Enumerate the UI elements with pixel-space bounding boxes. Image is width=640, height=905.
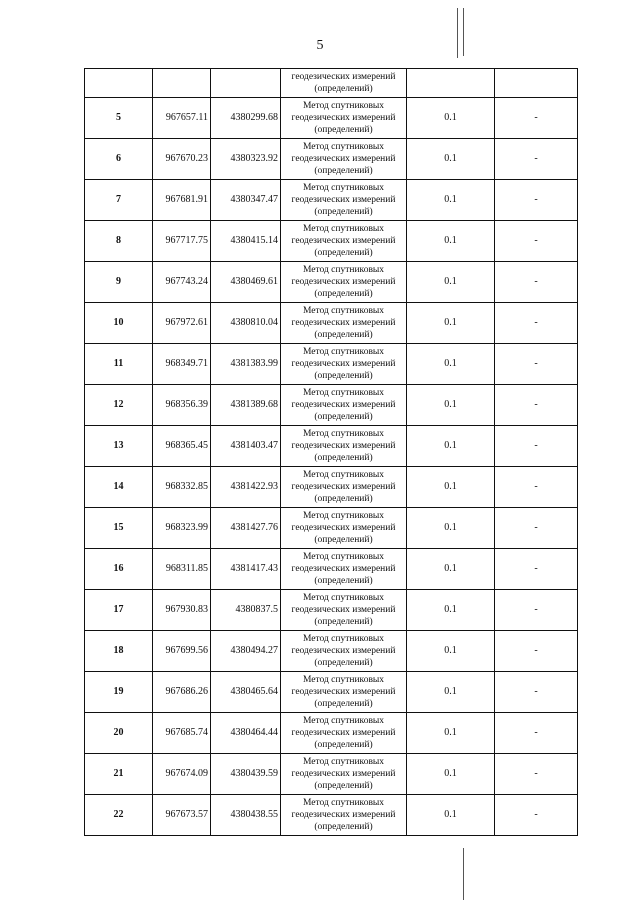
cell-method — [281, 713, 407, 754]
method-line: геодезических измерений — [291, 195, 396, 205]
cell-method — [281, 549, 407, 590]
method-line: Метод спутниковых — [302, 470, 385, 480]
method-line: (определений) — [314, 822, 373, 832]
method-line: Метод спутниковых — [302, 511, 385, 521]
table-row — [85, 180, 578, 221]
table-row — [85, 672, 578, 713]
cell-note: - — [495, 713, 578, 754]
cell-accuracy: 0.1 — [407, 426, 495, 467]
cell-number: 14 — [85, 467, 153, 508]
method-line: (определений) — [314, 494, 373, 504]
method-line: (определений) — [314, 412, 373, 422]
method-line: геодезических измерений — [291, 236, 396, 246]
cell-note: - — [495, 508, 578, 549]
method-line: (определений) — [314, 371, 373, 381]
cell-x: 967686.26 — [153, 672, 211, 713]
method-line: (определений) — [314, 248, 373, 258]
cell-accuracy: 0.1 — [407, 590, 495, 631]
cell-note: - — [495, 795, 578, 836]
cell-accuracy: 0.1 — [407, 754, 495, 795]
table-row — [85, 344, 578, 385]
method-line: (определений) — [314, 166, 373, 176]
method-line: геодезических измерений — [291, 523, 396, 533]
cell-note: - — [495, 385, 578, 426]
cell-number: 22 — [85, 795, 153, 836]
cell-y: 4380464.44 — [211, 713, 281, 754]
cell-y: 4380494.27 — [211, 631, 281, 672]
method-line: (определений) — [314, 84, 373, 94]
cell-note: - — [495, 467, 578, 508]
method-line: Метод спутниковых — [302, 388, 385, 398]
cell-x: 967681.91 — [153, 180, 211, 221]
cell-y: 4381403.47 — [211, 426, 281, 467]
method-line: геодезических измерений — [291, 482, 396, 492]
method-line: геодезических измерений — [291, 687, 396, 697]
cell-x: 968332.85 — [153, 467, 211, 508]
method-line: Метод спутниковых — [302, 142, 385, 152]
method-line: (определений) — [314, 781, 373, 791]
cell-accuracy: 0.1 — [407, 262, 495, 303]
cell-x: 967972.61 — [153, 303, 211, 344]
method-line: (определений) — [314, 330, 373, 340]
cell-number: 17 — [85, 590, 153, 631]
cell-x: 967670.23 — [153, 139, 211, 180]
cell-accuracy: 0.1 — [407, 508, 495, 549]
cell-y: 4381389.68 — [211, 385, 281, 426]
cell-note: - — [495, 98, 578, 139]
cell-method — [281, 467, 407, 508]
cell-note: - — [495, 754, 578, 795]
cell-y — [211, 69, 281, 98]
cell-accuracy: 0.1 — [407, 221, 495, 262]
cell-x: 967717.75 — [153, 221, 211, 262]
cell-x: 967930.83 — [153, 590, 211, 631]
scan-artifact-top-2 — [463, 8, 464, 56]
scan-artifact-bottom — [463, 848, 464, 900]
cell-number: 21 — [85, 754, 153, 795]
method-line: геодезических измерений — [291, 441, 396, 451]
cell-method — [281, 262, 407, 303]
cell-note: - — [495, 590, 578, 631]
cell-x: 968323.99 — [153, 508, 211, 549]
cell-accuracy: 0.1 — [407, 139, 495, 180]
method-line: Метод спутниковых — [302, 306, 385, 316]
cell-x: 967673.57 — [153, 795, 211, 836]
cell-y: 4381383.99 — [211, 344, 281, 385]
table-row — [85, 713, 578, 754]
cell-method — [281, 303, 407, 344]
method-line: Метод спутниковых — [302, 183, 385, 193]
method-line: Метод спутниковых — [302, 265, 385, 275]
cell-accuracy: 0.1 — [407, 344, 495, 385]
cell-number — [85, 69, 153, 98]
cell-accuracy — [407, 69, 495, 98]
cell-y: 4380323.92 — [211, 139, 281, 180]
cell-method — [281, 590, 407, 631]
cell-method — [281, 98, 407, 139]
cell-accuracy: 0.1 — [407, 467, 495, 508]
cell-note: - — [495, 344, 578, 385]
cell-accuracy: 0.1 — [407, 549, 495, 590]
cell-method — [281, 221, 407, 262]
method-line: геодезических измерений — [291, 318, 396, 328]
cell-accuracy: 0.1 — [407, 795, 495, 836]
method-line: геодезических измерений — [291, 277, 396, 287]
table-row — [85, 508, 578, 549]
cell-method — [281, 344, 407, 385]
method-line: Метод спутниковых — [302, 552, 385, 562]
cell-method — [281, 631, 407, 672]
cell-x: 967674.09 — [153, 754, 211, 795]
method-line: (определений) — [314, 617, 373, 627]
cell-number: 11 — [85, 344, 153, 385]
method-line: геодезических измерений — [291, 564, 396, 574]
cell-number: 6 — [85, 139, 153, 180]
method-line: (определений) — [314, 207, 373, 217]
table-row — [85, 139, 578, 180]
method-line: геодезических измерений — [291, 72, 396, 82]
table-row — [85, 467, 578, 508]
cell-accuracy: 0.1 — [407, 98, 495, 139]
cell-y: 4380810.04 — [211, 303, 281, 344]
cell-number: 20 — [85, 713, 153, 754]
method-line: (определений) — [314, 289, 373, 299]
method-line: геодезических измерений — [291, 605, 396, 615]
method-line: геодезических измерений — [291, 728, 396, 738]
method-line: Метод спутниковых — [302, 593, 385, 603]
cell-x — [153, 69, 211, 98]
method-line: Метод спутниковых — [302, 757, 385, 767]
cell-note: - — [495, 180, 578, 221]
cell-method — [281, 385, 407, 426]
table-row — [85, 549, 578, 590]
method-line: (определений) — [314, 535, 373, 545]
cell-y: 4380415.14 — [211, 221, 281, 262]
table-row — [85, 98, 578, 139]
cell-method — [281, 180, 407, 221]
cell-y: 4380465.64 — [211, 672, 281, 713]
cell-accuracy: 0.1 — [407, 180, 495, 221]
cell-number: 15 — [85, 508, 153, 549]
cell-y: 4380837.5 — [211, 590, 281, 631]
cell-method — [281, 795, 407, 836]
cell-y: 4380469.61 — [211, 262, 281, 303]
cell-note: - — [495, 221, 578, 262]
cell-y: 4381417.43 — [211, 549, 281, 590]
cell-y: 4380439.59 — [211, 754, 281, 795]
table-row — [85, 303, 578, 344]
method-line: геодезических измерений — [291, 400, 396, 410]
table-row — [85, 221, 578, 262]
method-line: (определений) — [314, 699, 373, 709]
method-line: Метод спутниковых — [302, 675, 385, 685]
cell-accuracy: 0.1 — [407, 303, 495, 344]
method-line: (определений) — [314, 658, 373, 668]
cell-method — [281, 426, 407, 467]
table-row — [85, 590, 578, 631]
method-line: Метод спутниковых — [302, 347, 385, 357]
cell-method — [281, 754, 407, 795]
cell-y: 4381422.93 — [211, 467, 281, 508]
cell-x: 967685.74 — [153, 713, 211, 754]
cell-note — [495, 69, 578, 98]
method-line: Метод спутниковых — [302, 224, 385, 234]
method-line: (определений) — [314, 740, 373, 750]
method-line: геодезических измерений — [291, 113, 396, 123]
cell-y: 4380299.68 — [211, 98, 281, 139]
cell-x: 967699.56 — [153, 631, 211, 672]
table-row — [85, 262, 578, 303]
cell-number: 16 — [85, 549, 153, 590]
cell-x: 968349.71 — [153, 344, 211, 385]
method-line: геодезических измерений — [291, 359, 396, 369]
cell-note: - — [495, 303, 578, 344]
cell-number: 10 — [85, 303, 153, 344]
method-line: геодезических измерений — [291, 769, 396, 779]
cell-accuracy: 0.1 — [407, 713, 495, 754]
cell-number: 18 — [85, 631, 153, 672]
cell-number: 7 — [85, 180, 153, 221]
method-line: (определений) — [314, 576, 373, 586]
method-line: Метод спутниковых — [302, 101, 385, 111]
table-row-continued — [85, 69, 578, 98]
method-line: Метод спутниковых — [302, 634, 385, 644]
table-row — [85, 631, 578, 672]
cell-number: 12 — [85, 385, 153, 426]
table-row — [85, 754, 578, 795]
cell-y: 4380347.47 — [211, 180, 281, 221]
method-line: Метод спутниковых — [302, 716, 385, 726]
cell-method — [281, 69, 407, 98]
table-row — [85, 385, 578, 426]
cell-number: 8 — [85, 221, 153, 262]
scan-artifact-top — [457, 8, 458, 58]
method-line: Метод спутниковых — [302, 798, 385, 808]
cell-x: 968356.39 — [153, 385, 211, 426]
table-row — [85, 426, 578, 467]
cell-x: 968365.45 — [153, 426, 211, 467]
cell-number: 19 — [85, 672, 153, 713]
coordinates-table — [84, 68, 578, 836]
cell-note: - — [495, 672, 578, 713]
cell-y: 4381427.76 — [211, 508, 281, 549]
method-line: Метод спутниковых — [302, 429, 385, 439]
cell-y: 4380438.55 — [211, 795, 281, 836]
cell-number: 13 — [85, 426, 153, 467]
cell-x: 968311.85 — [153, 549, 211, 590]
cell-note: - — [495, 631, 578, 672]
cell-note: - — [495, 549, 578, 590]
cell-method — [281, 508, 407, 549]
table-row — [85, 795, 578, 836]
cell-number: 9 — [85, 262, 153, 303]
page-number: 5 — [316, 38, 324, 53]
cell-accuracy: 0.1 — [407, 631, 495, 672]
cell-number: 5 — [85, 98, 153, 139]
method-line: (определений) — [314, 125, 373, 135]
cell-note: - — [495, 262, 578, 303]
cell-x: 967657.11 — [153, 98, 211, 139]
method-line: (определений) — [314, 453, 373, 463]
cell-method — [281, 672, 407, 713]
method-line: геодезических измерений — [291, 154, 396, 164]
cell-note: - — [495, 139, 578, 180]
cell-method — [281, 139, 407, 180]
cell-note: - — [495, 426, 578, 467]
cell-accuracy: 0.1 — [407, 672, 495, 713]
method-line: геодезических измерений — [291, 810, 396, 820]
method-line: геодезических измерений — [291, 646, 396, 656]
coordinates-table-body — [85, 69, 578, 836]
cell-x: 967743.24 — [153, 262, 211, 303]
cell-accuracy: 0.1 — [407, 385, 495, 426]
